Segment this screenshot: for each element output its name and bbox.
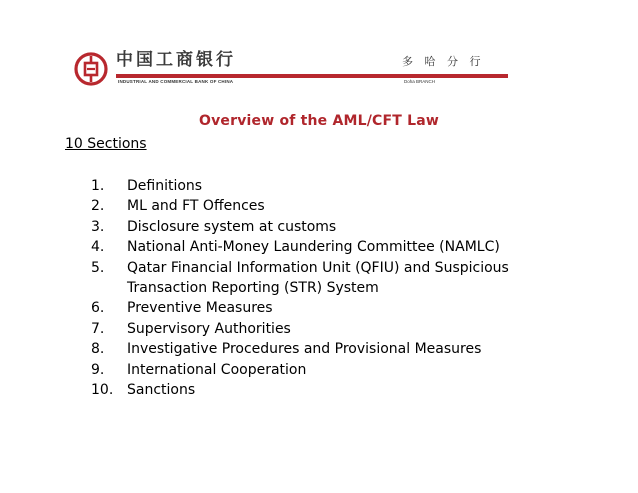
- list-item-number: 9.: [91, 361, 105, 378]
- list-item: [91, 319, 561, 339]
- list-item-text: Supervisory Authorities: [127, 320, 291, 337]
- list-item-number: 7.: [91, 320, 105, 337]
- list-item-number: 2.: [91, 198, 105, 215]
- slide-subtitle: 10 Sections: [65, 136, 147, 152]
- list-item-text: Sanctions: [127, 382, 196, 399]
- list-item-text: Disclosure system at customs: [127, 218, 337, 235]
- list-item-number: 4.: [91, 239, 105, 256]
- list-item-text: Qatar Financial Information Unit (QFIU) and Suspicious Transaction Reporting (STR) System: [127, 259, 509, 297]
- list-item-text: International Cooperation: [127, 361, 307, 378]
- list-item: [91, 176, 561, 196]
- bank-name-en: INDUSTRIAL AND COMMERCIAL BANK OF CHINA: [118, 79, 234, 84]
- list-item: [91, 298, 561, 318]
- list-item-text: ML and FT Offences: [127, 198, 265, 215]
- slide-title: Overview of the AML/CFT Law: [198, 113, 440, 129]
- list-item-text: Investigative Procedures and Provisional Measures: [127, 341, 482, 358]
- list-item: [91, 217, 561, 237]
- branch-name-cn: 多 哈 分 行: [402, 55, 485, 68]
- list-item-text: Definitions: [127, 178, 203, 194]
- list-item-number: 1.: [91, 178, 105, 194]
- icbc-logo-icon: [74, 52, 108, 86]
- branch-name-en: Doha BRANCH: [404, 79, 436, 84]
- list-item: [91, 196, 561, 216]
- slide-header: [0, 0, 638, 100]
- list-item-text: Preventive Measures: [127, 300, 273, 317]
- sections-list: [91, 176, 561, 400]
- list-item-number: 10.: [91, 382, 114, 399]
- list-item-text: National Anti-Money Laundering Committee (NAMLC): [127, 239, 500, 256]
- list-item-number: 5.: [91, 259, 105, 276]
- list-item: [91, 258, 561, 299]
- list-item: [91, 237, 561, 257]
- list-item: [91, 380, 561, 400]
- bank-name-cn: 中国工商银行: [116, 50, 236, 70]
- list-item-number: 6.: [91, 300, 105, 317]
- header-divider: [116, 74, 508, 78]
- list-item: [91, 339, 561, 359]
- list-item-number: 8.: [91, 341, 105, 358]
- list-item-number: 3.: [91, 218, 105, 235]
- list-item: [91, 360, 561, 380]
